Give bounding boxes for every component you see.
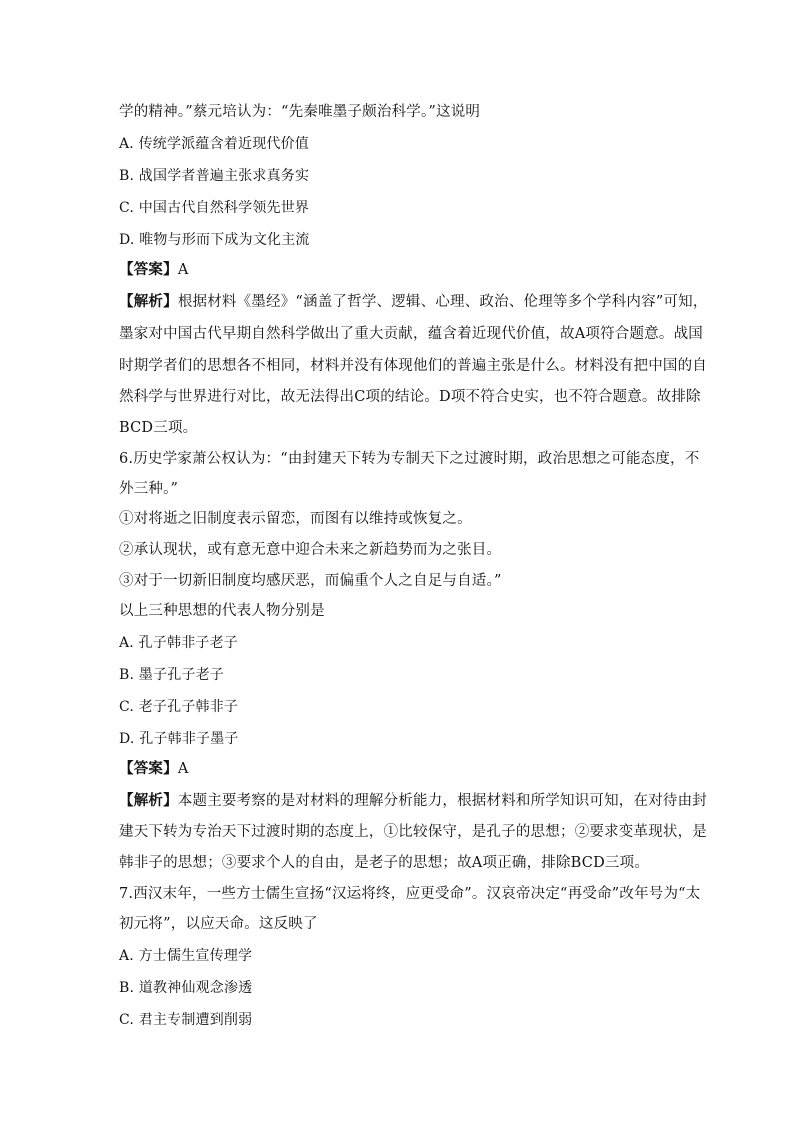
q7-stem-line-2: 初元将”，以应天命。这反映了: [119, 916, 318, 932]
q7-option-b: B. 道教神仙观念渗透: [119, 980, 253, 996]
q7-option-a: A. 方士儒生宣传理学: [119, 948, 253, 964]
q6-option-d: D. 孔子韩非子墨子: [119, 731, 239, 747]
q5-option-d: D. 唯物与形而下成为文化主流: [119, 232, 310, 248]
q6-option-b: B. 墨子孔子老子: [119, 667, 224, 683]
q7-option-c: C. 君主专制遭到削弱: [119, 1012, 253, 1028]
q6-answer-value: A: [177, 761, 189, 777]
q6-analysis-line-1: [119, 791, 708, 811]
q6-analysis-line-3: 韩非子的思想；③要求个人的自由，是老子的思想；故A项正确，排除BCD三项。: [119, 855, 650, 871]
q6-option-a: A. 孔子韩非子老子: [119, 635, 239, 651]
q6-analysis-text-1: 本题主要考察的是对材料的理解分析能力，根据材料和所学知识可知，在对待由封: [177, 793, 708, 809]
q5-analysis-line-3: 时期学者们的思想各不相同，材料并没有体现他们的普遍主张是什么。材料没有把中国的自: [119, 358, 707, 374]
q6-analysis-tag: 【解析】: [119, 792, 178, 809]
q5-answer-value: A: [177, 262, 189, 278]
q5-option-b: B. 战国学者普遍主张求真务实: [119, 168, 310, 184]
q6-stem-line-1: 6.历史学家萧公权认为：“由封建天下转为专制天下之过渡时期，政治思想之可能态度，不: [119, 451, 700, 467]
q5-answer-tag: 【答案】: [119, 261, 178, 278]
q7-stem-line-1: 7.西汉末年，一些方士儒生宣扬“汉运将终，应更受命”。汉哀帝决定“再受命”改年号为“太: [119, 886, 701, 902]
q5-answer: [119, 260, 679, 280]
q5-analysis-line-2: 墨家对中国古代早期自然科学做出了重大贡献，蕴含着近现代价值，故A项符合题意。战国: [119, 326, 703, 342]
q5-analysis-line-4: 然科学与世界进行对比，故无法得出C项的结论。D项不符合史实，也不符合题意。故排除: [119, 389, 701, 405]
q5-option-c: C. 中国古代自然科学领先世界: [119, 200, 310, 216]
q5-stem-tail: 学的精神。”蔡元培认为：“先秦唯墨子颇治科学。”这说明: [119, 104, 481, 120]
q5-analysis-line-5: BCD三项。: [119, 420, 198, 436]
q5-analysis-line-1: [119, 292, 708, 312]
q6-stem-line-6: 以上三种思想的代表人物分别是: [119, 603, 325, 619]
q6-stem-line-5: ③对于一切新旧制度均感厌恶，而偏重个人之自足与自适。”: [119, 573, 502, 589]
q5-analysis-tag: 【解析】: [119, 293, 178, 310]
q6-answer: [119, 759, 679, 779]
q6-stem-line-4: ②承认现状，或有意无意中迎合未来之新趋势而为之张目。: [119, 542, 502, 558]
q6-option-c: C. 老子孔子韩非子: [119, 699, 239, 715]
q6-analysis-line-2: 建天下转为专治天下过渡时期的态度上，①比较保守，是孔子的思想；②要求变革现状，是: [119, 824, 707, 840]
q6-answer-tag: 【答案】: [119, 760, 178, 777]
q6-stem-line-3: ①对将逝之旧制度表示留恋，而图有以维持或恢复之。: [119, 511, 472, 527]
q6-stem-line-2: 外三种。”: [119, 481, 179, 497]
q5-analysis-text-1: 根据材料《墨经》“涵盖了哲学、逻辑、心理、政治、伦理等多个学科内容”可知，: [177, 294, 708, 310]
q5-option-a: A. 传统学派蕴含着近现代价值: [119, 136, 310, 152]
